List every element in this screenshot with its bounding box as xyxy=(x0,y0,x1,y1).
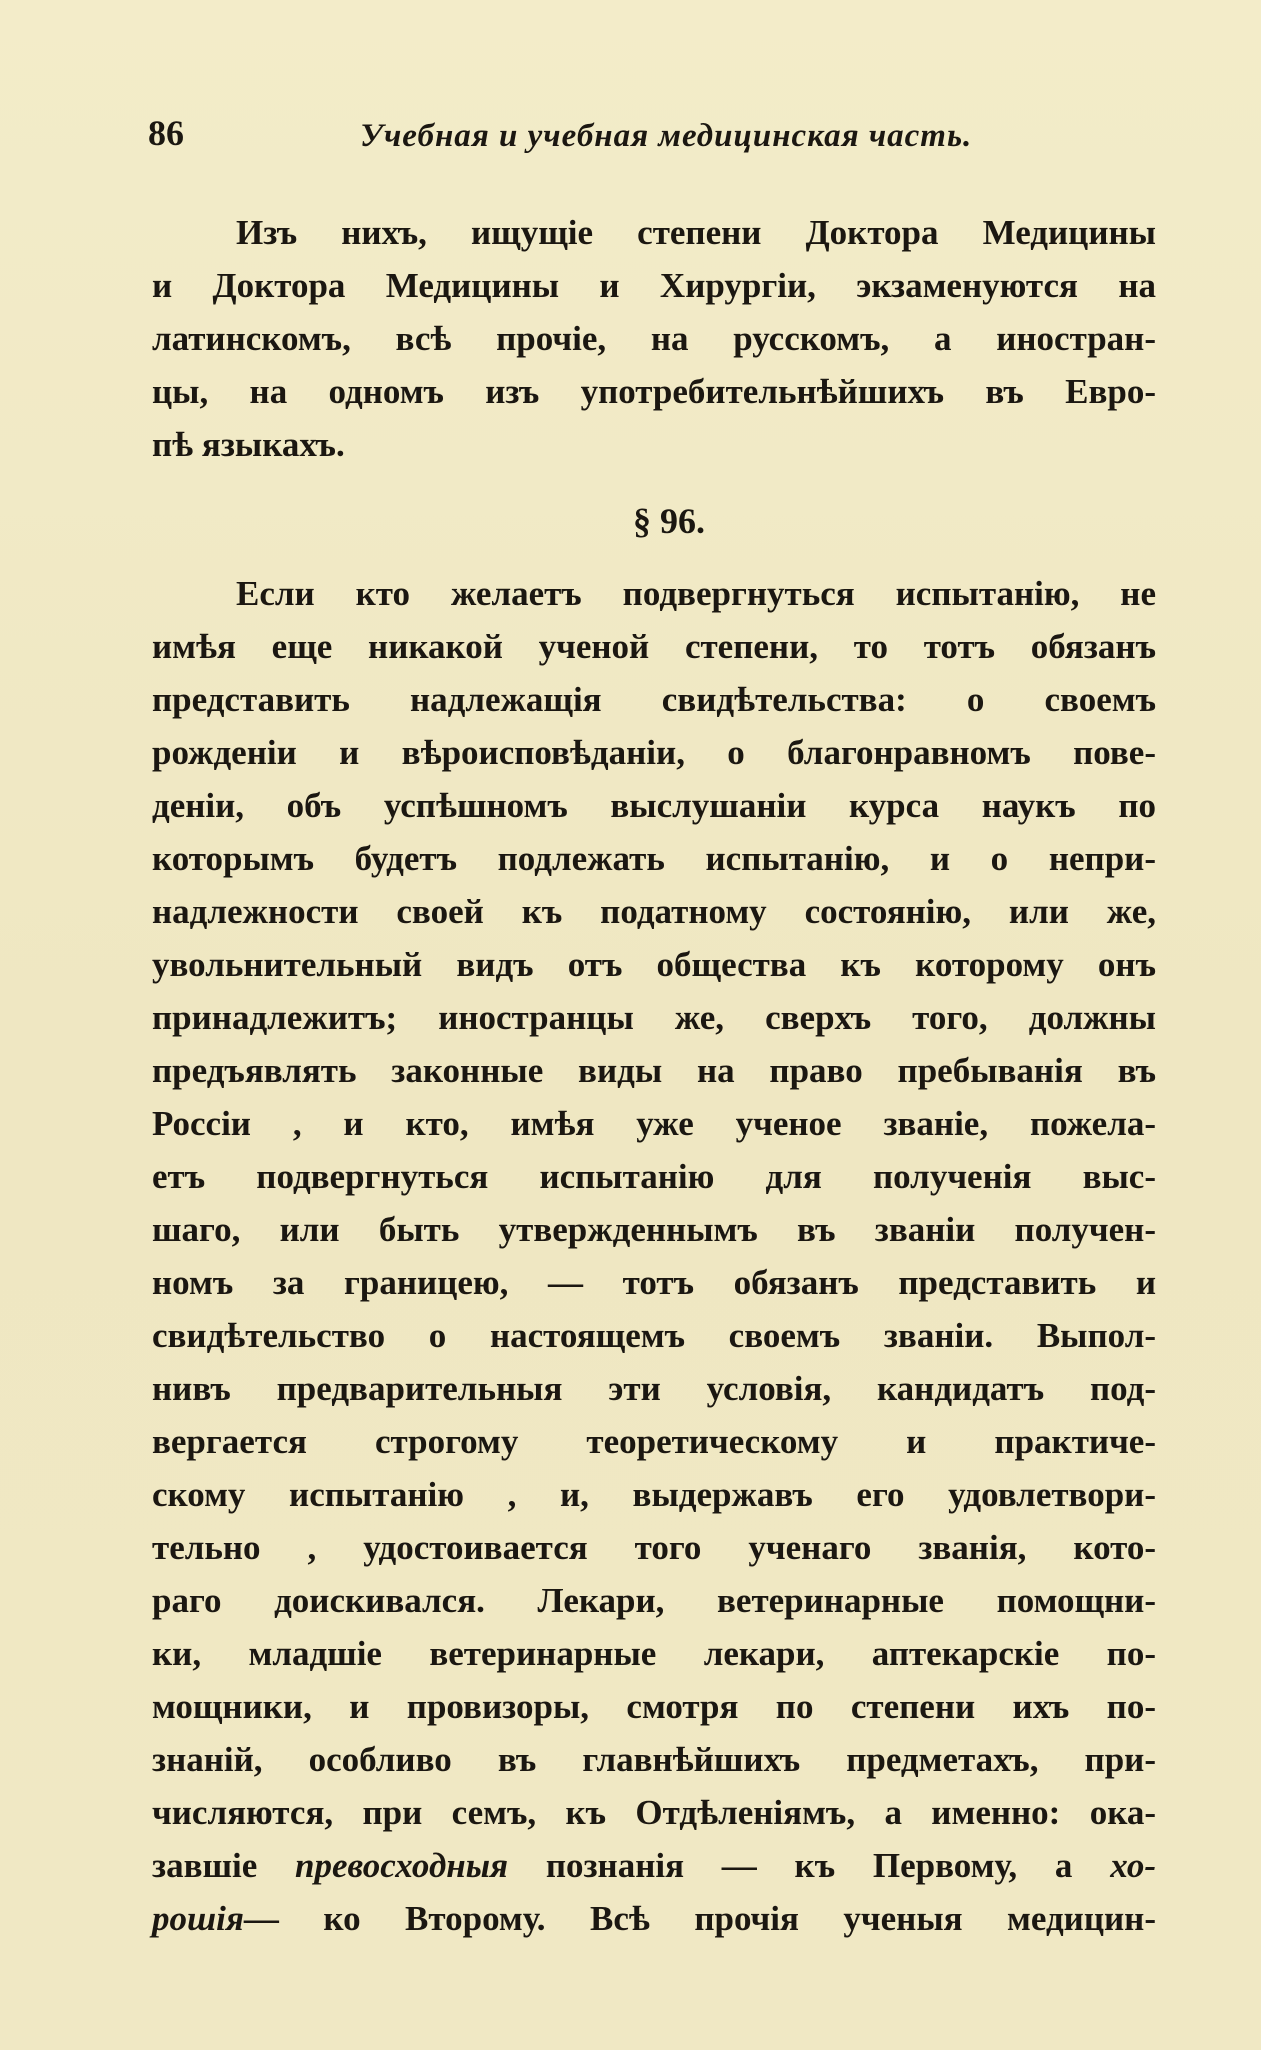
text-line: Изъ нихъ, ищущіе степени Доктора Медицины xyxy=(236,213,1156,252)
text-line: цы, на одномъ изъ употребительнѣйшихъ въ Евро- xyxy=(152,372,1156,411)
text-line: свидѣтельство о настоящемъ своемъ званіи. Выпол- xyxy=(152,1316,1156,1355)
text-line: латинскомъ, всѣ прочіе, на русскомъ, а иностран- xyxy=(152,319,1156,358)
text-line: етъ подвергнуться испытанію для полученія выс- xyxy=(152,1157,1156,1196)
text-run: — ко Второму. Всѣ прочія ученыя медицин- xyxy=(243,1899,1156,1938)
text-line-italic xyxy=(152,1839,1156,1892)
paragraph-1 xyxy=(152,206,1156,471)
emphasis-text: рошія xyxy=(152,1899,244,1938)
text-line: принадлежитъ; иностранцы же, сверхъ того, должны xyxy=(152,998,1156,1037)
text-run: завшіе xyxy=(152,1846,296,1885)
text-line: Если кто желаетъ подвергнуться испытанію, не xyxy=(236,574,1156,613)
running-head xyxy=(148,112,1156,162)
text-line: Россіи , и кто, имѣя уже ученое званіе, пожела- xyxy=(152,1104,1156,1143)
text-line: раго доискивался. Лекари, ветеринарные помощни- xyxy=(152,1581,1156,1620)
text-line: шаго, или быть утвержденнымъ въ званіи получен- xyxy=(152,1210,1156,1249)
text-line: деніи, объ успѣшномъ выслушаніи курса наукъ по xyxy=(152,786,1156,825)
emphasis-text: хо- xyxy=(1110,1846,1156,1885)
body-text xyxy=(152,206,1156,1945)
text-line: увольнительный видъ отъ общества къ которому онъ xyxy=(152,945,1156,984)
text-line-italic xyxy=(152,1892,1156,1945)
text-line: числяются, при семъ, къ Отдѣленіямъ, а именно: ока- xyxy=(152,1793,1156,1832)
text-run: познанія — къ Первому, а xyxy=(508,1846,1111,1885)
text-line: вергается строгому теоретическому и практиче- xyxy=(152,1422,1156,1461)
text-line: рожденіи и вѣроисповѣданіи, о благонравномъ пове- xyxy=(152,733,1156,772)
text-line: знаній, особливо въ главнѣйшихъ предметахъ, при- xyxy=(152,1740,1156,1779)
text-line: мощники, и провизоры, смотря по степени ихъ по- xyxy=(152,1687,1156,1726)
page-number: 86 xyxy=(148,113,184,153)
text-line: скому испытанію , и, выдержавъ его удовлетвори- xyxy=(152,1475,1156,1514)
text-line: тельно , удостоивается того ученаго званія, кото- xyxy=(152,1528,1156,1567)
text-line: ки, младшіе ветеринарные лекари, аптекарскіе по- xyxy=(152,1634,1156,1673)
text-line: нивъ предварительныя эти условія, кандидатъ под- xyxy=(152,1369,1156,1408)
text-line: представить надлежащія свидѣтельства: о своемъ xyxy=(152,680,1156,719)
text-line: номъ за границею, — тотъ обязанъ представить и xyxy=(152,1263,1156,1302)
emphasis-text: превосходныя xyxy=(295,1846,509,1885)
text-line: надлежности своей къ податному состоянію, или же, xyxy=(152,892,1156,931)
running-title: Учебная и учебная медицинская часть. xyxy=(360,118,973,154)
paragraph-2 xyxy=(152,567,1156,1945)
text-line: предъявлять законные виды на право пребыванія въ xyxy=(152,1051,1156,1090)
text-line: пѣ языкахъ. xyxy=(152,425,345,464)
section-heading: § 96. xyxy=(633,501,705,541)
text-line: которымъ будетъ подлежать испытанію, и о непри- xyxy=(152,839,1156,878)
text-line: и Доктора Медицины и Хирургіи, экзаменуются на xyxy=(152,266,1156,305)
text-line: имѣя еще никакой ученой степени, то тотъ обязанъ xyxy=(152,627,1156,666)
